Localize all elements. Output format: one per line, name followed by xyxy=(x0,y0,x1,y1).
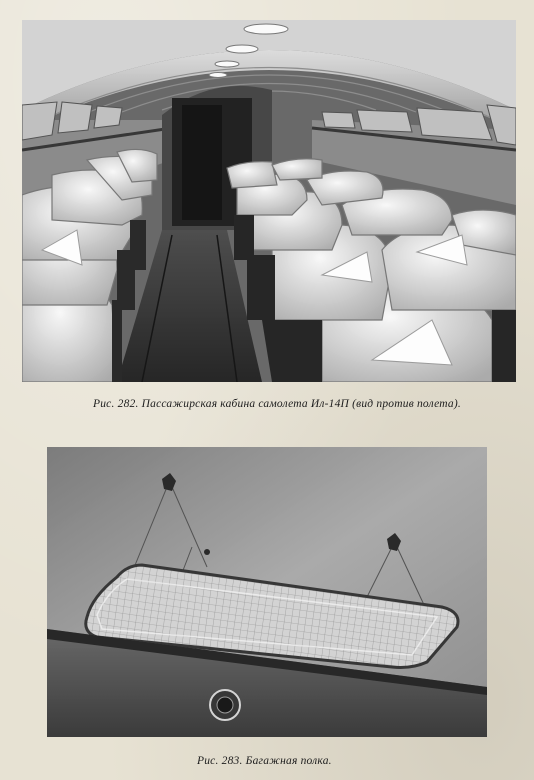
figure-282-caption: Рис. 282. Пассажирская кабина самолета Ил-14П (вид против полета). xyxy=(93,398,461,410)
cabin-illustration xyxy=(22,20,516,382)
bleed-through-text xyxy=(70,420,73,431)
luggage-rack-illustration xyxy=(47,447,487,737)
luggage-rack-photo xyxy=(47,447,487,737)
cabin-photo xyxy=(22,20,516,382)
figure-283-caption: Рис. 283. Багажная полка. xyxy=(197,755,332,767)
